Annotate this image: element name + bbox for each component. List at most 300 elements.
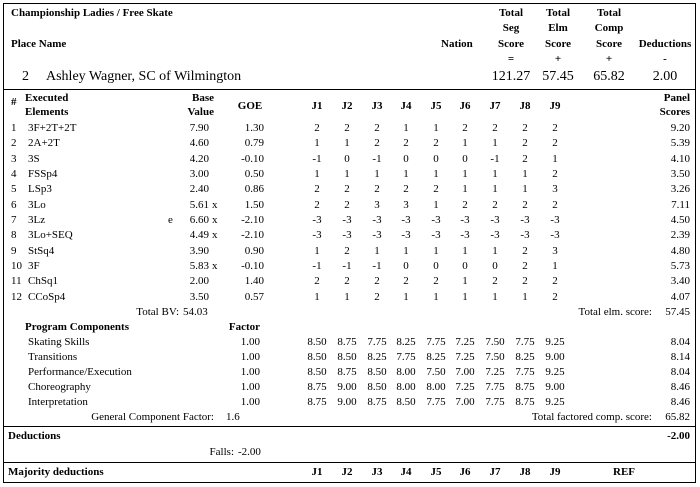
element-judge-score: -1 bbox=[312, 153, 322, 165]
element-panel-score: 9.20 bbox=[670, 122, 690, 134]
element-judge-score: 2 bbox=[403, 183, 409, 195]
gcf-label: General Component Factor: bbox=[91, 411, 214, 423]
element-judge-score: 2 bbox=[374, 183, 380, 195]
element-judge-score: 2 bbox=[344, 275, 350, 287]
component-panel-score: 8.14 bbox=[670, 351, 690, 363]
element-judge-score: 1 bbox=[492, 245, 498, 257]
element-base-value: 6.60 bbox=[189, 214, 209, 226]
element-judge-score: 2 bbox=[462, 122, 468, 134]
judge-header-9: J9 bbox=[549, 100, 561, 112]
deductions-header: Deductions bbox=[638, 38, 692, 50]
component-panel-score: 8.46 bbox=[670, 396, 690, 408]
element-judge-score: 0 bbox=[462, 153, 468, 165]
element-judge-score: 3 bbox=[403, 199, 409, 211]
element-judge-score: 1 bbox=[492, 137, 498, 149]
element-judge-score: 1 bbox=[552, 153, 558, 165]
component-judge-score: 8.25 bbox=[426, 351, 446, 363]
element-judge-score: 2 bbox=[552, 168, 558, 180]
majority-judge-3: J3 bbox=[371, 466, 383, 478]
element-judge-score: 1 bbox=[403, 245, 409, 257]
element-judge-score: -3 bbox=[431, 214, 441, 226]
element-judge-score: 1 bbox=[462, 183, 468, 195]
executed-header-1: Executed bbox=[25, 92, 69, 104]
element-judge-score: 3 bbox=[552, 183, 558, 195]
element-judge-score: 2 bbox=[492, 275, 498, 287]
judge-header-7: J7 bbox=[489, 100, 501, 112]
base-value-header-2: Value bbox=[187, 106, 214, 118]
seg-header-sign: = bbox=[507, 53, 515, 65]
component-judge-score: 8.75 bbox=[515, 396, 535, 408]
deductions-header-sign: - bbox=[663, 53, 667, 65]
element-panel-score: 5.39 bbox=[670, 137, 690, 149]
component-factor: 1.00 bbox=[240, 381, 260, 393]
element-judge-score: 3 bbox=[374, 199, 380, 211]
element-base-value: 2.40 bbox=[189, 183, 209, 195]
element-code: CCoSp4 bbox=[28, 291, 66, 303]
judge-header-3: J3 bbox=[371, 100, 383, 112]
element-judge-score: 2 bbox=[374, 291, 380, 303]
element-judge-score: 0 bbox=[403, 260, 409, 272]
element-judge-score: -1 bbox=[312, 260, 322, 272]
element-judge-score: 1 bbox=[492, 168, 498, 180]
element-goe: 1.30 bbox=[244, 122, 264, 134]
component-judge-score: 8.75 bbox=[367, 396, 387, 408]
total-elm-label: Total elm. score: bbox=[578, 306, 652, 318]
element-panel-score: 3.50 bbox=[670, 168, 690, 180]
element-panel-score: 4.50 bbox=[670, 214, 690, 226]
total-comp-label: Total factored comp. score: bbox=[531, 411, 652, 423]
component-panel-score: 8.04 bbox=[670, 366, 690, 378]
element-judge-score: -3 bbox=[372, 229, 382, 241]
element-judge-score: 2 bbox=[374, 137, 380, 149]
element-judge-score: 2 bbox=[552, 275, 558, 287]
element-judge-score: -3 bbox=[520, 229, 530, 241]
skater-name: Ashley Wagner, SC of Wilmington bbox=[46, 69, 242, 84]
element-judge-score: 1 bbox=[433, 122, 439, 134]
element-code: StSq4 bbox=[28, 245, 55, 257]
majority-judge-2: J2 bbox=[341, 466, 353, 478]
component-judge-score: 7.50 bbox=[485, 351, 505, 363]
element-judge-score: 1 bbox=[344, 137, 350, 149]
element-goe: 0.50 bbox=[244, 168, 264, 180]
element-judge-score: 2 bbox=[552, 137, 558, 149]
element-panel-score: 2.39 bbox=[670, 229, 690, 241]
element-panel-score: 5.73 bbox=[670, 260, 690, 272]
component-judge-score: 8.25 bbox=[515, 351, 535, 363]
component-judge-score: 7.50 bbox=[426, 366, 446, 378]
seg-header-1: Total bbox=[498, 7, 524, 19]
element-code: 3F+2T+2T bbox=[28, 122, 77, 134]
element-judge-score: 2 bbox=[492, 199, 498, 211]
component-judge-score: 7.75 bbox=[515, 336, 535, 348]
gcf-value: 1.6 bbox=[226, 411, 240, 423]
element-judge-score: -3 bbox=[401, 214, 411, 226]
panel-header-2: Scores bbox=[659, 106, 690, 118]
element-judge-score: 2 bbox=[522, 153, 528, 165]
majority-judge-9: J9 bbox=[549, 466, 561, 478]
element-judge-score: 2 bbox=[314, 122, 320, 134]
element-judge-score: 2 bbox=[344, 122, 350, 134]
component-judge-score: 8.25 bbox=[396, 336, 416, 348]
element-judge-score: 0 bbox=[433, 260, 439, 272]
element-judge-score: 1 bbox=[462, 168, 468, 180]
element-judge-score: 2 bbox=[374, 275, 380, 287]
element-number: 12 bbox=[11, 291, 22, 303]
element-judge-score: -3 bbox=[372, 214, 382, 226]
element-judge-score: 1 bbox=[462, 245, 468, 257]
element-judge-score: 1 bbox=[433, 199, 439, 211]
component-judge-score: 9.25 bbox=[545, 366, 565, 378]
element-bonus-mark: x bbox=[212, 229, 218, 241]
element-judge-score: 2 bbox=[433, 183, 439, 195]
element-base-value: 3.90 bbox=[189, 245, 209, 257]
components-header: Program Components bbox=[25, 321, 129, 333]
component-judge-score: 8.75 bbox=[307, 381, 327, 393]
element-panel-score: 4.10 bbox=[670, 153, 690, 165]
skater-place: 2 bbox=[22, 69, 29, 84]
component-judge-score: 8.50 bbox=[396, 396, 416, 408]
majority-judge-8: J8 bbox=[519, 466, 531, 478]
component-name: Skating Skills bbox=[28, 336, 90, 348]
element-judge-score: -3 bbox=[520, 214, 530, 226]
element-number: 3 bbox=[11, 153, 17, 165]
element-base-value: 5.61 bbox=[189, 199, 209, 211]
element-judge-score: 1 bbox=[403, 168, 409, 180]
component-judge-score: 8.00 bbox=[426, 381, 446, 393]
component-judge-score: 8.50 bbox=[367, 381, 387, 393]
element-judge-score: 2 bbox=[522, 260, 528, 272]
majority-divider bbox=[4, 462, 695, 463]
element-judge-score: 1 bbox=[374, 168, 380, 180]
majority-judge-1: J1 bbox=[311, 466, 323, 478]
element-judge-score: 1 bbox=[314, 137, 320, 149]
element-judge-score: 1 bbox=[492, 183, 498, 195]
falls-value: -2.00 bbox=[238, 446, 261, 458]
component-judge-score: 8.50 bbox=[367, 366, 387, 378]
element-judge-score: 0 bbox=[462, 260, 468, 272]
total-segment-score: 121.27 bbox=[491, 69, 531, 84]
total-deductions: 2.00 bbox=[652, 69, 678, 84]
element-number: 5 bbox=[11, 183, 17, 195]
element-judge-score: 2 bbox=[433, 275, 439, 287]
element-goe: 1.50 bbox=[244, 199, 264, 211]
component-judge-score: 7.50 bbox=[485, 336, 505, 348]
element-judge-score: -3 bbox=[342, 214, 352, 226]
element-judge-score: 1 bbox=[314, 245, 320, 257]
component-factor: 1.00 bbox=[240, 366, 260, 378]
component-judge-score: 7.25 bbox=[455, 336, 475, 348]
element-code: 3Lo bbox=[28, 199, 46, 211]
total-comp-value: 65.82 bbox=[665, 411, 690, 423]
total-component-score: 65.82 bbox=[593, 69, 625, 84]
elm-header-3: Score bbox=[544, 38, 572, 50]
component-judge-score: 9.00 bbox=[545, 351, 565, 363]
element-number: 2 bbox=[11, 137, 17, 149]
component-judge-score: 7.75 bbox=[485, 381, 505, 393]
element-judge-score: 2 bbox=[403, 137, 409, 149]
component-judge-score: 7.75 bbox=[426, 336, 446, 348]
component-judge-score: 8.75 bbox=[337, 336, 357, 348]
component-name: Performance/Execution bbox=[28, 366, 132, 378]
judge-header-4: J4 bbox=[400, 100, 412, 112]
component-judge-score: 8.50 bbox=[337, 351, 357, 363]
header-divider bbox=[4, 89, 695, 90]
comp-header-1: Total bbox=[596, 7, 622, 19]
element-judge-score: 2 bbox=[522, 137, 528, 149]
element-code: 3F bbox=[28, 260, 40, 272]
element-judge-score: 1 bbox=[344, 291, 350, 303]
element-judge-score: 0 bbox=[492, 260, 498, 272]
component-panel-score: 8.46 bbox=[670, 381, 690, 393]
component-judge-score: 8.75 bbox=[515, 381, 535, 393]
element-bonus-mark: x bbox=[212, 199, 218, 211]
component-judge-score: 8.75 bbox=[337, 366, 357, 378]
component-judge-score: 7.75 bbox=[485, 396, 505, 408]
element-judge-score: -3 bbox=[460, 229, 470, 241]
total-bv-value: 54.03 bbox=[183, 306, 208, 318]
component-judge-score: 8.50 bbox=[307, 366, 327, 378]
element-judge-score: 1 bbox=[462, 137, 468, 149]
seg-header-3: Score bbox=[497, 38, 525, 50]
element-judge-score: -3 bbox=[460, 214, 470, 226]
deductions-top-divider bbox=[4, 426, 695, 427]
element-judge-score: 1 bbox=[462, 291, 468, 303]
component-judge-score: 7.25 bbox=[455, 381, 475, 393]
element-base-value: 4.49 bbox=[189, 229, 209, 241]
segment-title: Championship Ladies / Free Skate bbox=[11, 7, 173, 19]
element-judge-score: 1 bbox=[314, 291, 320, 303]
component-judge-score: 7.75 bbox=[515, 366, 535, 378]
component-judge-score: 7.75 bbox=[367, 336, 387, 348]
element-number: 7 bbox=[11, 214, 17, 226]
element-judge-score: 1 bbox=[403, 122, 409, 134]
judge-header-2: J2 bbox=[341, 100, 353, 112]
element-judge-score: -3 bbox=[312, 214, 322, 226]
factor-header: Factor bbox=[228, 321, 260, 333]
component-judge-score: 8.00 bbox=[396, 366, 416, 378]
element-judge-score: 1 bbox=[314, 168, 320, 180]
element-judge-score: -3 bbox=[550, 229, 560, 241]
majority-judge-7: J7 bbox=[489, 466, 501, 478]
element-judge-score: 2 bbox=[374, 122, 380, 134]
element-judge-score: 2 bbox=[522, 275, 528, 287]
element-judge-score: 2 bbox=[492, 122, 498, 134]
component-judge-score: 7.75 bbox=[426, 396, 446, 408]
component-judge-score: 9.00 bbox=[337, 381, 357, 393]
deductions-label: Deductions bbox=[8, 430, 61, 442]
component-judge-score: 9.25 bbox=[545, 396, 565, 408]
element-judge-score: -1 bbox=[342, 260, 352, 272]
element-judge-score: 2 bbox=[552, 291, 558, 303]
element-judge-score: -3 bbox=[490, 214, 500, 226]
base-value-header-1: Base bbox=[192, 92, 214, 104]
element-bonus-mark: x bbox=[212, 260, 218, 272]
comp-header-3: Score bbox=[595, 38, 623, 50]
component-factor: 1.00 bbox=[240, 336, 260, 348]
element-judge-score: 0 bbox=[433, 153, 439, 165]
element-judge-score: 1 bbox=[403, 291, 409, 303]
judge-header-6: J6 bbox=[459, 100, 471, 112]
element-code: FSSp4 bbox=[28, 168, 58, 180]
element-panel-score: 4.07 bbox=[670, 291, 690, 303]
deductions-total: -2.00 bbox=[667, 430, 690, 442]
element-base-value: 4.20 bbox=[189, 153, 209, 165]
element-judge-score: 2 bbox=[552, 122, 558, 134]
element-panel-score: 7.11 bbox=[671, 199, 690, 211]
element-judge-score: 1 bbox=[492, 291, 498, 303]
falls-label: Falls: bbox=[209, 446, 234, 458]
component-judge-score: 7.00 bbox=[455, 366, 475, 378]
element-number: 11 bbox=[11, 275, 22, 287]
element-number: 4 bbox=[11, 168, 17, 180]
element-judge-score: 2 bbox=[522, 245, 528, 257]
component-judge-score: 7.25 bbox=[455, 351, 475, 363]
element-base-value: 7.90 bbox=[189, 122, 209, 134]
element-judge-score: -3 bbox=[490, 229, 500, 241]
panel-header-1: Panel bbox=[663, 92, 690, 104]
element-base-value: 3.50 bbox=[189, 291, 209, 303]
component-name: Interpretation bbox=[28, 396, 88, 408]
element-judge-score: -3 bbox=[431, 229, 441, 241]
element-goe: -2.10 bbox=[241, 229, 264, 241]
element-judge-score: 2 bbox=[344, 245, 350, 257]
majority-judge-4: J4 bbox=[400, 466, 412, 478]
element-judge-score: -1 bbox=[372, 260, 382, 272]
element-judge-score: 1 bbox=[552, 260, 558, 272]
element-goe: -0.10 bbox=[241, 153, 264, 165]
component-judge-score: 8.25 bbox=[367, 351, 387, 363]
total-bv-label: Total BV: bbox=[136, 306, 179, 318]
element-code: 3Lz bbox=[28, 214, 46, 226]
comp-header-sign: + bbox=[605, 53, 613, 65]
element-goe: 0.90 bbox=[244, 245, 264, 257]
element-judge-score: 2 bbox=[433, 137, 439, 149]
element-judge-score: -3 bbox=[401, 229, 411, 241]
element-judge-score: -3 bbox=[550, 214, 560, 226]
element-number: 10 bbox=[11, 260, 22, 272]
judge-header-1: J1 bbox=[311, 100, 323, 112]
element-judge-score: 2 bbox=[403, 275, 409, 287]
element-judge-score: 2 bbox=[344, 183, 350, 195]
total-elm-value: 57.45 bbox=[665, 306, 690, 318]
element-code: 2A+2T bbox=[28, 137, 60, 149]
element-judge-score: 1 bbox=[433, 168, 439, 180]
component-judge-score: 9.00 bbox=[337, 396, 357, 408]
element-judge-score: 2 bbox=[314, 275, 320, 287]
element-code: 3S bbox=[28, 153, 40, 165]
element-judge-score: 1 bbox=[374, 245, 380, 257]
majority-deductions-label: Majority deductions bbox=[8, 466, 104, 478]
judge-header-5: J5 bbox=[430, 100, 442, 112]
component-judge-score: 9.00 bbox=[545, 381, 565, 393]
element-base-value: 3.00 bbox=[189, 168, 209, 180]
element-judge-score: -3 bbox=[312, 229, 322, 241]
element-judge-score: 2 bbox=[344, 199, 350, 211]
element-judge-score: 1 bbox=[522, 168, 528, 180]
element-judge-score: 1 bbox=[344, 168, 350, 180]
component-judge-score: 9.25 bbox=[545, 336, 565, 348]
element-base-value: 2.00 bbox=[189, 275, 209, 287]
elm-header-1: Total bbox=[545, 7, 571, 19]
score-sheet bbox=[3, 3, 696, 483]
element-goe: 0.57 bbox=[244, 291, 264, 303]
element-number-header: # bbox=[11, 96, 17, 108]
element-number: 6 bbox=[11, 199, 17, 211]
element-judge-score: 2 bbox=[552, 199, 558, 211]
component-judge-score: 8.50 bbox=[307, 336, 327, 348]
component-panel-score: 8.04 bbox=[670, 336, 690, 348]
element-goe: -2.10 bbox=[241, 214, 264, 226]
element-judge-score: 1 bbox=[522, 291, 528, 303]
element-judge-score: 2 bbox=[462, 199, 468, 211]
element-judge-score: 2 bbox=[522, 122, 528, 134]
element-code: 3Lo+SEQ bbox=[28, 229, 73, 241]
component-judge-score: 7.25 bbox=[485, 366, 505, 378]
element-code: ChSq1 bbox=[28, 275, 58, 287]
element-panel-score: 3.40 bbox=[670, 275, 690, 287]
majority-judge-5: J5 bbox=[430, 466, 442, 478]
component-judge-score: 8.00 bbox=[396, 381, 416, 393]
element-panel-score: 4.80 bbox=[670, 245, 690, 257]
ref-label: REF bbox=[613, 466, 635, 478]
element-judge-score: -1 bbox=[490, 153, 500, 165]
element-goe: -0.10 bbox=[241, 260, 264, 272]
place-name-header: Place Name bbox=[11, 38, 67, 50]
element-number: 1 bbox=[11, 122, 17, 134]
elm-header-2: Elm bbox=[548, 22, 568, 34]
element-number: 8 bbox=[11, 229, 17, 241]
element-panel-score: 3.26 bbox=[670, 183, 690, 195]
element-judge-score: -3 bbox=[342, 229, 352, 241]
element-judge-score: 3 bbox=[552, 245, 558, 257]
component-name: Choreography bbox=[28, 381, 91, 393]
component-factor: 1.00 bbox=[240, 351, 260, 363]
goe-header: GOE bbox=[237, 100, 263, 112]
element-base-value: 4.60 bbox=[189, 137, 209, 149]
element-number: 9 bbox=[11, 245, 17, 257]
element-info: e bbox=[168, 214, 173, 226]
judge-header-8: J8 bbox=[519, 100, 531, 112]
nation-header: Nation bbox=[441, 38, 473, 50]
component-judge-score: 7.75 bbox=[396, 351, 416, 363]
element-judge-score: -1 bbox=[372, 153, 382, 165]
element-goe: 1.40 bbox=[244, 275, 264, 287]
element-base-value: 5.83 bbox=[189, 260, 209, 272]
component-judge-score: 8.75 bbox=[307, 396, 327, 408]
element-code: LSp3 bbox=[28, 183, 52, 195]
element-judge-score: 1 bbox=[462, 275, 468, 287]
element-judge-score: 0 bbox=[403, 153, 409, 165]
element-bonus-mark: x bbox=[212, 214, 218, 226]
component-factor: 1.00 bbox=[240, 396, 260, 408]
executed-header-2: Elements bbox=[25, 106, 69, 118]
element-judge-score: 2 bbox=[314, 183, 320, 195]
elm-header-sign: + bbox=[554, 53, 562, 65]
comp-header-2: Comp bbox=[594, 22, 624, 34]
component-judge-score: 8.50 bbox=[307, 351, 327, 363]
majority-judge-6: J6 bbox=[459, 466, 471, 478]
element-judge-score: 2 bbox=[522, 199, 528, 211]
element-judge-score: 1 bbox=[522, 183, 528, 195]
seg-header-2: Seg bbox=[502, 22, 520, 34]
element-judge-score: 0 bbox=[344, 153, 350, 165]
element-goe: 0.79 bbox=[244, 137, 264, 149]
element-judge-score: 2 bbox=[314, 199, 320, 211]
element-judge-score: 1 bbox=[433, 291, 439, 303]
element-goe: 0.86 bbox=[244, 183, 264, 195]
total-element-score: 57.45 bbox=[542, 69, 574, 84]
component-judge-score: 7.00 bbox=[455, 396, 475, 408]
